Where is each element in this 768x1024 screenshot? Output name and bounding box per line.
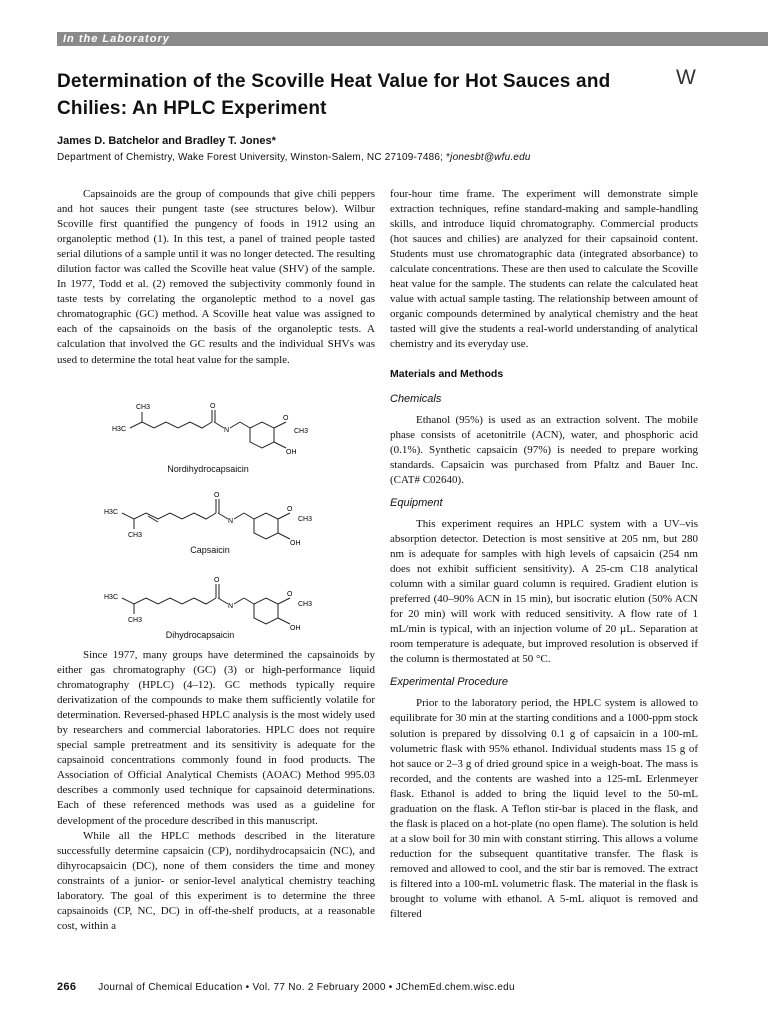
procedure-paragraph: Prior to the laboratory period, the HPLC system is allowed to equilibrate for 30 min at the starting conditions and a 1000-ppm stock solution is prepared by dissolving 0.1 g of capsaicin in a 100-mL volumetric flask with 95% ethanol. Individual students mass 15 g of hot sauce or 2–3 g of dried ground spice in a weigh-boat. The mass is recorded, and the contents are washed into a 125-mL Erlenmeyer flask. Ethanol is added to bring the liquid level to the 50-mL graduation on the flask. A Teflon stir-bar is placed in the flask, and the flask is placed on a hot-plate (no open flame). The solution is held at a slow boil for 30 min with constant stirring. This allows a volume reduction for the subsequent quantitative transfer. The flask is removed and allowed to cool, and the stir bar is removed. The extract is filtered into a 100-mL volumetric flask. The material in the flask is brought to volume with ethanol. A 5-mL aliquot is removed and filtered xyxy=(390,697,698,921)
s1-o-label: O xyxy=(210,403,216,410)
structure-capsaicin xyxy=(100,487,340,555)
s1-caption: Nordihydrocapsaicin xyxy=(167,464,249,474)
capsaicin-drawing xyxy=(100,487,340,547)
s2-och3-label: CH3 xyxy=(298,516,313,523)
svg-text:O: O xyxy=(283,415,289,422)
svg-text:O: O xyxy=(287,506,293,513)
s1-oh-label: OH xyxy=(286,449,297,456)
page-number: 266 xyxy=(57,981,77,993)
s3-ch3-label: CH3 xyxy=(128,617,143,624)
right-column xyxy=(390,187,698,922)
left-paragraph-2: Since 1977, many groups have determined the capsainoids by either gas chromatography (GC) (3) or high-performance liquid chromatography (HPLC) (4–12). GC methods typically require derivatization of the compounds to make them sufficiently volatile for determination. Reversed-phased HPLC analysis is the most widely used by researchers and commercial laboratories. HPLC does not require special sample pretreatment and its sensitivity is adequate for the capsainoid concentrations commonly found in food products. The Association of Official Analytical Chemists (AOAC) Method 995.03 describes a commonly used technique for capsainoid determinations. Each of these referenced methods was used as a guideline for development of the procedure described in this manuscript. xyxy=(57,649,375,827)
s2-h3c-label: H3C xyxy=(104,509,119,516)
right-paragraph-1: four-hour time frame. The experiment will demonstrate simple extraction techniques, refine standard-making and sample-handling skills, and introduce liquid chromatography. Commercial products (hot sauces and chilies) are analyzed for their capsainoid content. Students must use chromatographic data (integrated absorbance) to calculate concentrations. These are then used to calculate the Scoville heat value for the sample. The students can relate the calculated heat value with actual sample tasting. The relationship between amount of organic compounds determined by analytical chemistry and the heat tasted will give the students a real-world understanding of analytical chemistry and its everyday use. xyxy=(390,188,698,351)
chemicals-heading: Chemicals xyxy=(390,392,442,405)
left-paragraph-3: While all the HPLC methods described in the literature successfully determine capsaicin (CP), nordihydrocapsaicin (NC), and dihyrocapsaicin (DC), none of them considers the time and money constraints of a junior- or senior-level analytical chemistry teaching laboratory. The goal of this experiment is to determine the three capsainoids (CP, NC, DC) in off-the-shelf products, at a reasonable cost, within a xyxy=(57,829,375,932)
s3-oh-label: OH xyxy=(290,625,301,632)
structure-dihydrocapsaicin xyxy=(100,572,340,640)
banner-label: In the Laboratory xyxy=(63,33,170,45)
section-banner xyxy=(57,32,768,46)
structure-nordihydrocapsaicin xyxy=(100,398,340,474)
svg-text:O: O xyxy=(287,591,293,598)
s1-h3c-label: H3C xyxy=(112,426,127,433)
left-paragraph-1: Capsainoids are the group of compounds that give chili peppers and hot sauces their pungent taste (see structures below). Wilbur Scoville first quantified the pungency of foods in 1912 using an organoleptic method (1). In this test, a panel of trained people tasted serial dilutions of a sample until it was no longer detected. The resulting dilution factor was called the Scoville heat value (SHV) of the sample. In 1977, Todd et al. (2) removed the subjectivity commonly found in taste tests by correlating the organoleptic method to a novel gas chromatographic (GC) method. A Scoville heat value was assigned to each of the capsainoids on the basis of the organoleptic tests. A calculation that involved the GC results and the individual SHVs was used to determine the total heat value for the sample. xyxy=(57,188,375,366)
s1-och3-label: CH3 xyxy=(294,428,309,435)
web-mark: W xyxy=(676,66,696,89)
s3-och3-label: CH3 xyxy=(298,601,313,608)
procedure-heading: Experimental Procedure xyxy=(390,676,509,689)
authors: James D. Batchelor and Bradley T. Jones* xyxy=(57,135,276,147)
nordihydrocapsaicin-drawing xyxy=(100,398,340,470)
s2-caption: Capsaicin xyxy=(190,545,230,555)
left-column-bottom xyxy=(57,648,375,934)
equipment-paragraph: This experiment requires an HPLC system with a UV–vis absorption detector. Detection is most sensitive at 205 nm, but 280 nm is adequate for samples with high levels of capsaicin (254 nm does not exhibit sufficient sensitivity). A 25-cm C18 analytical column with a similar guard column is required. Gradient elution is preferred (40–90% ACN in 15 min), but isocratic elution (50% ACN for 20 min) will work with reduced sensitivity. A flow rate of 1 mL/min is typical, with an injection volume of 20 µL. Separation at room temperature is adequate, but improved resolution is observed if the column is thermostated at 50 °C. xyxy=(390,517,698,666)
dihydrocapsaicin-drawing xyxy=(100,572,340,632)
s1-ch3-label: CH3 xyxy=(136,404,151,411)
s2-n-label: N xyxy=(228,518,234,525)
s2-ch3-label: CH3 xyxy=(128,532,143,539)
left-column-top xyxy=(57,187,375,368)
s3-caption: Dihydrocapsaicin xyxy=(165,630,235,640)
s3-h3c-label: H3C xyxy=(104,594,119,601)
s3-o-label: O xyxy=(214,577,220,584)
materials-methods-heading: Materials and Methods xyxy=(390,367,504,380)
s2-oh-label: OH xyxy=(290,540,301,547)
s2-o-label: O xyxy=(214,492,220,499)
chemicals-paragraph: Ethanol (95%) is used as an extraction solvent. The mobile phase consists of acetonitrile (ACN), water, and phosphoric acid (0.1%). Synthetic capsaicin (97%) is needed to prepare working standards. Capsaicin was purchased from Pfaltz and Bauer Inc. (CAT# C02640). xyxy=(390,413,698,486)
page-footer xyxy=(57,981,717,993)
affiliation-dept: Department of Chemistry, Wake Forest University, Winston-Salem, NC 27109-7486; * xyxy=(57,152,451,163)
journal-citation: Journal of Chemical Education • Vol. 77 No. 2 February 2000 • JChemEd.chem.wisc.edu xyxy=(98,982,515,993)
equipment-heading: Equipment xyxy=(390,496,443,509)
affiliation-email[interactable]: jonesbt@wfu.edu xyxy=(450,152,531,163)
article-title: Determination of the Scoville Heat Value for Hot Sauces and Chilies: An HPLC Experiment xyxy=(57,71,611,119)
affiliation xyxy=(57,152,531,163)
s1-n-label: N xyxy=(224,427,230,434)
s3-n-label: N xyxy=(228,603,234,610)
